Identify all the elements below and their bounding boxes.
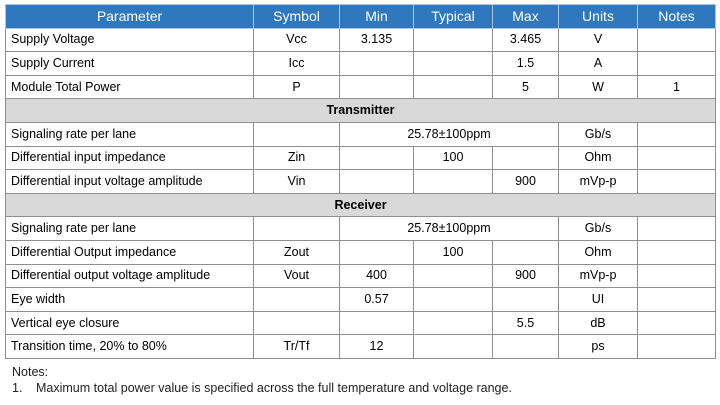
- parameter-cell: Module Total Power: [6, 75, 254, 99]
- max-cell: [493, 335, 559, 359]
- notes-cell: [638, 264, 716, 288]
- max-cell: 900: [493, 264, 559, 288]
- row-supply-voltage: [6, 28, 716, 52]
- parameter-cell: Vertical eye closure: [6, 311, 254, 335]
- max-cell: [493, 240, 559, 264]
- row-rx-signaling-rate: [6, 217, 716, 241]
- symbol-cell: Zin: [254, 146, 340, 170]
- parameter-cell: Signaling rate per lane: [6, 217, 254, 241]
- min-cell: [340, 146, 414, 170]
- symbol-cell: [254, 122, 340, 146]
- min-cell: 400: [340, 264, 414, 288]
- parameter-cell: Supply Voltage: [6, 28, 254, 52]
- units-cell: A: [559, 52, 638, 76]
- typical-cell: [414, 288, 493, 312]
- notes-cell: [638, 240, 716, 264]
- header-symbol: Symbol: [254, 5, 340, 29]
- max-cell: 1.5: [493, 52, 559, 76]
- symbol-cell: Tr/Tf: [254, 335, 340, 359]
- section-title: Transmitter: [6, 99, 716, 123]
- min-cell: [340, 240, 414, 264]
- symbol-cell: [254, 288, 340, 312]
- notes-title: Notes:: [12, 365, 49, 379]
- notes-cell: [638, 335, 716, 359]
- min-cell: [340, 52, 414, 76]
- note-item: [12, 380, 512, 396]
- typical-cell: 100: [414, 240, 493, 264]
- row-rx-diff-output-voltage: [6, 264, 716, 288]
- row-tx-diff-input-voltage: [6, 170, 716, 194]
- section-title: Receiver: [6, 193, 716, 217]
- section-receiver: [6, 193, 716, 217]
- specifications-table: [5, 4, 716, 359]
- min-cell: 3.135: [340, 28, 414, 52]
- symbol-cell: Vin: [254, 170, 340, 194]
- row-transition-time: [6, 335, 716, 359]
- typical-cell: [414, 311, 493, 335]
- units-cell: W: [559, 75, 638, 99]
- min-cell: [340, 311, 414, 335]
- max-cell: [493, 288, 559, 312]
- row-tx-diff-input-impedance: [6, 146, 716, 170]
- units-cell: mVp-p: [559, 170, 638, 194]
- max-cell: 3.465: [493, 28, 559, 52]
- row-vertical-eye-closure: [6, 311, 716, 335]
- notes-cell: 1: [638, 75, 716, 99]
- min-cell: [340, 75, 414, 99]
- notes-cell: [638, 122, 716, 146]
- notes-cell: [638, 28, 716, 52]
- header-notes: Notes: [638, 5, 716, 29]
- units-cell: dB: [559, 311, 638, 335]
- section-transmitter: [6, 99, 716, 123]
- notes-cell: [638, 146, 716, 170]
- parameter-cell: Eye width: [6, 288, 254, 312]
- header-max: Max: [493, 5, 559, 29]
- header-units: Units: [559, 5, 638, 29]
- row-eye-width: [6, 288, 716, 312]
- parameter-cell: Differential Output impedance: [6, 240, 254, 264]
- notes-cell: [638, 217, 716, 241]
- symbol-cell: Zout: [254, 240, 340, 264]
- parameter-cell: Supply Current: [6, 52, 254, 76]
- units-cell: ps: [559, 335, 638, 359]
- value-cell: 25.78±100ppm: [340, 122, 559, 146]
- min-cell: 0.57: [340, 288, 414, 312]
- header-row: [6, 5, 716, 29]
- symbol-cell: [254, 217, 340, 241]
- header-parameter: Parameter: [6, 5, 254, 29]
- note-text: Maximum total power value is specified across the full temperature and voltage range.: [36, 381, 512, 395]
- typical-cell: [414, 264, 493, 288]
- units-cell: UI: [559, 288, 638, 312]
- row-rx-diff-output-impedance: [6, 240, 716, 264]
- symbol-cell: Icc: [254, 52, 340, 76]
- units-cell: Gb/s: [559, 122, 638, 146]
- parameter-cell: Differential input voltage amplitude: [6, 170, 254, 194]
- row-supply-current: [6, 52, 716, 76]
- row-module-total-power: [6, 75, 716, 99]
- typical-cell: [414, 52, 493, 76]
- header-typical: Typical: [414, 5, 493, 29]
- notes-cell: [638, 311, 716, 335]
- row-tx-signaling-rate: [6, 122, 716, 146]
- units-cell: mVp-p: [559, 264, 638, 288]
- units-cell: V: [559, 28, 638, 52]
- notes-cell: [638, 170, 716, 194]
- max-cell: [493, 146, 559, 170]
- typical-cell: [414, 28, 493, 52]
- parameter-cell: Transition time, 20% to 80%: [6, 335, 254, 359]
- max-cell: 5.5: [493, 311, 559, 335]
- min-cell: [340, 170, 414, 194]
- units-cell: Gb/s: [559, 217, 638, 241]
- notes-section: [12, 364, 512, 396]
- note-number: 1.: [12, 381, 23, 395]
- min-cell: 12: [340, 335, 414, 359]
- typical-cell: [414, 75, 493, 99]
- value-cell: 25.78±100ppm: [340, 217, 559, 241]
- typical-cell: [414, 335, 493, 359]
- parameter-cell: Differential output voltage amplitude: [6, 264, 254, 288]
- max-cell: 5: [493, 75, 559, 99]
- units-cell: Ohm: [559, 146, 638, 170]
- notes-cell: [638, 288, 716, 312]
- header-min: Min: [340, 5, 414, 29]
- symbol-cell: [254, 311, 340, 335]
- typical-cell: 100: [414, 146, 493, 170]
- max-cell: 900: [493, 170, 559, 194]
- parameter-cell: Signaling rate per lane: [6, 122, 254, 146]
- symbol-cell: P: [254, 75, 340, 99]
- symbol-cell: Vout: [254, 264, 340, 288]
- parameter-cell: Differential input impedance: [6, 146, 254, 170]
- units-cell: Ohm: [559, 240, 638, 264]
- symbol-cell: Vcc: [254, 28, 340, 52]
- typical-cell: [414, 170, 493, 194]
- notes-cell: [638, 52, 716, 76]
